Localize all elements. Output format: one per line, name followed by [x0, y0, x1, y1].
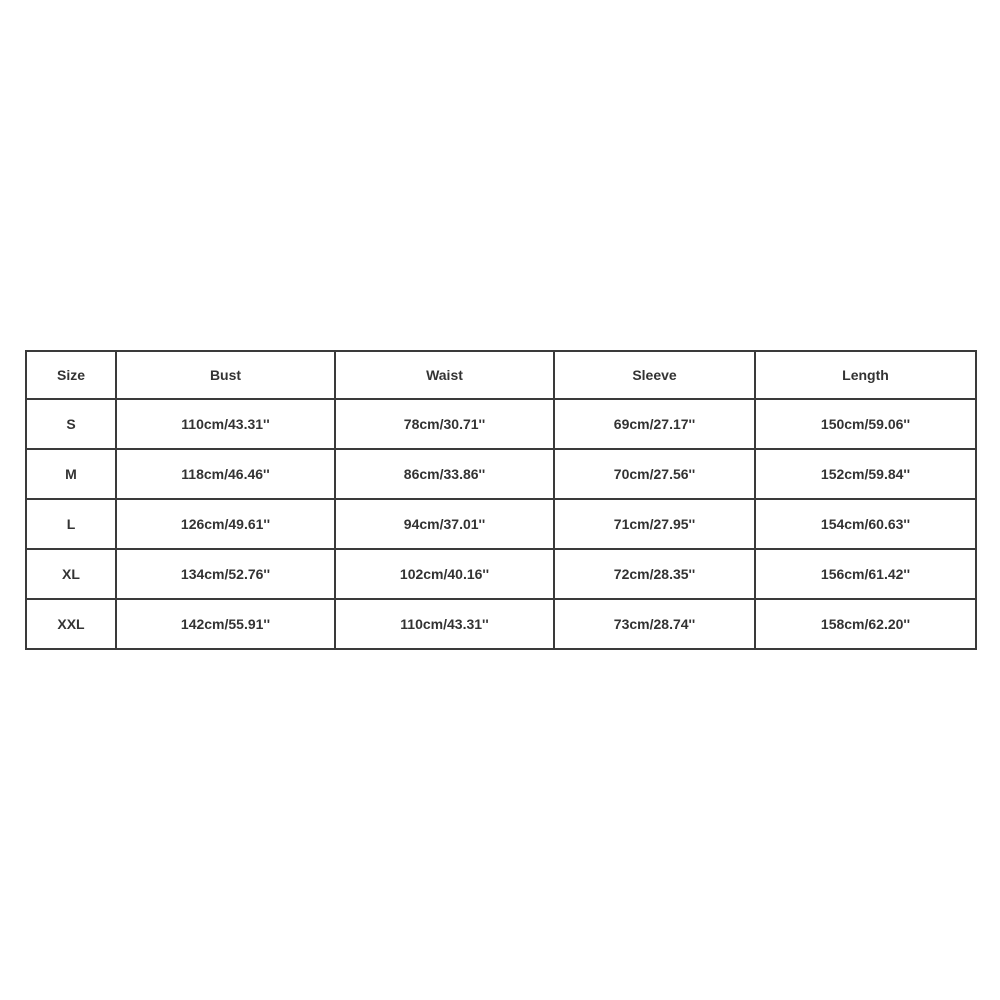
cell-bust: 134cm/52.76'' [116, 549, 335, 599]
cell-waist: 78cm/30.71'' [335, 399, 554, 449]
cell-sleeve: 72cm/28.35'' [554, 549, 755, 599]
cell-bust: 118cm/46.46'' [116, 449, 335, 499]
cell-waist: 102cm/40.16'' [335, 549, 554, 599]
table-row [26, 599, 976, 649]
cell-length: 150cm/59.06'' [755, 399, 976, 449]
cell-size: L [26, 499, 116, 549]
cell-size: XL [26, 549, 116, 599]
cell-length: 156cm/61.42'' [755, 549, 976, 599]
header-waist: Waist [335, 351, 554, 399]
cell-sleeve: 69cm/27.17'' [554, 399, 755, 449]
cell-waist: 86cm/33.86'' [335, 449, 554, 499]
cell-sleeve: 73cm/28.74'' [554, 599, 755, 649]
cell-bust: 126cm/49.61'' [116, 499, 335, 549]
cell-waist: 110cm/43.31'' [335, 599, 554, 649]
cell-sleeve: 71cm/27.95'' [554, 499, 755, 549]
cell-length: 152cm/59.84'' [755, 449, 976, 499]
cell-size: M [26, 449, 116, 499]
header-sleeve: Sleeve [554, 351, 755, 399]
table-row [26, 449, 976, 499]
header-length: Length [755, 351, 976, 399]
cell-sleeve: 70cm/27.56'' [554, 449, 755, 499]
header-bust: Bust [116, 351, 335, 399]
table-header-row [26, 351, 976, 399]
size-chart-table [25, 350, 977, 650]
header-size: Size [26, 351, 116, 399]
table-row [26, 399, 976, 449]
cell-bust: 110cm/43.31'' [116, 399, 335, 449]
table-row [26, 499, 976, 549]
table-row [26, 549, 976, 599]
cell-bust: 142cm/55.91'' [116, 599, 335, 649]
cell-size: S [26, 399, 116, 449]
cell-size: XXL [26, 599, 116, 649]
cell-length: 158cm/62.20'' [755, 599, 976, 649]
cell-length: 154cm/60.63'' [755, 499, 976, 549]
cell-waist: 94cm/37.01'' [335, 499, 554, 549]
